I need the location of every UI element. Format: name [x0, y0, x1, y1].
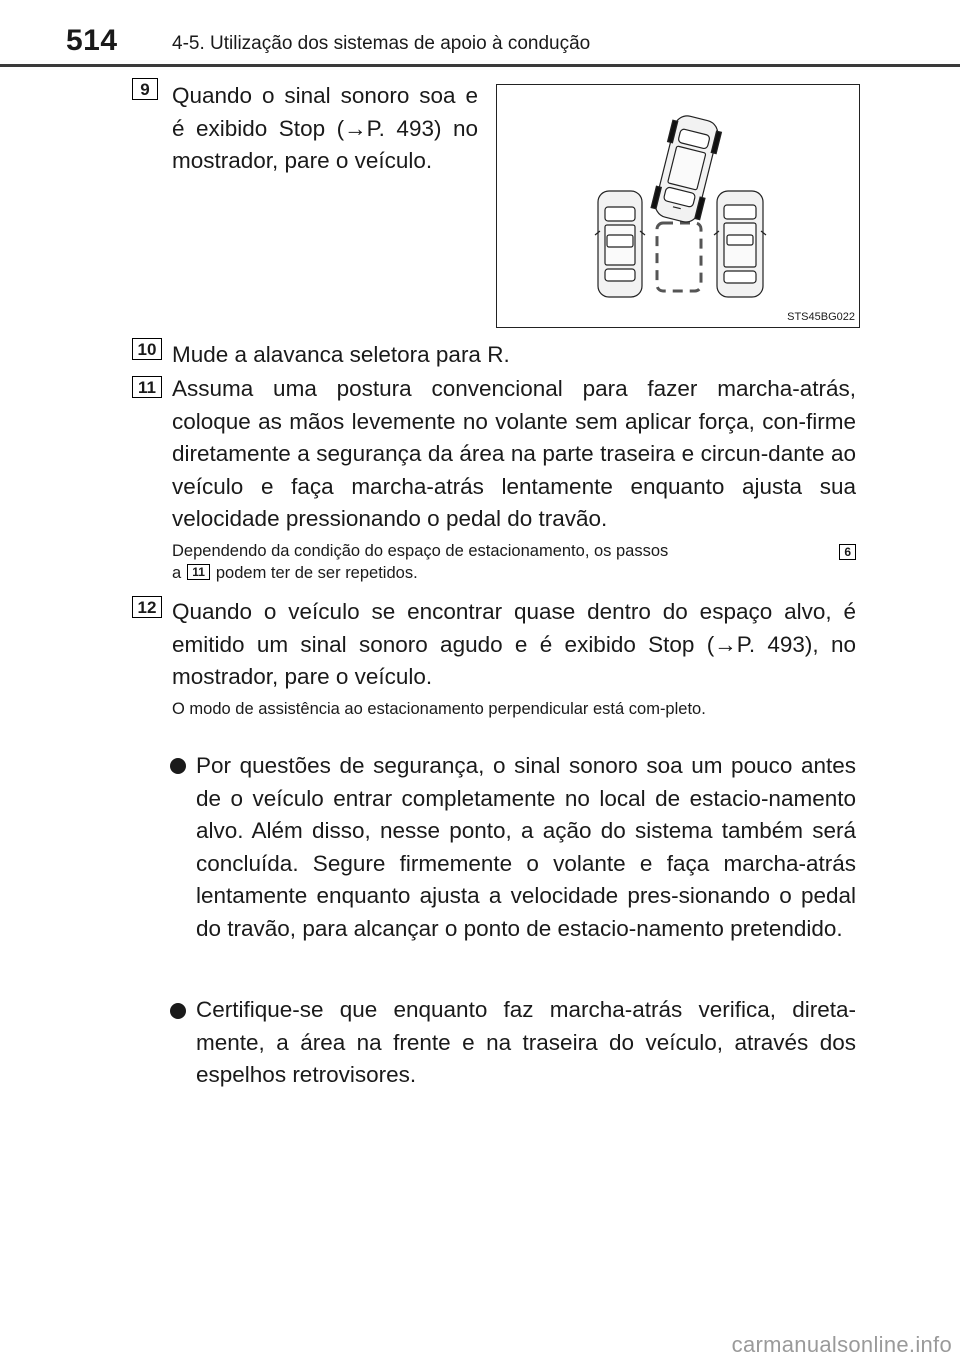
step-12-note: O modo de assistência ao estacionamento perpendicular está com-pleto.	[172, 700, 706, 718]
page-number: 514	[66, 24, 118, 57]
bullet-dot-icon	[170, 1003, 186, 1019]
bullet-safety-text: Por questões de segurança, o sinal sonoro soa um pouco antes de o veículo entrar completamente no local de estacio-namento alvo. Além disso, nesse ponto, a ação do sistema também será concluída. Segure firmemente o volante e faça marcha-atrás lentamente enquanto ajusta a velocidade pres-sionando o pedal do travão, para alcançar o ponto de estacio-namento pretendido.	[196, 753, 856, 941]
step-9-text: Quando o sinal sonoro soa e é exibido Stop (→P. 493) no mostrador, pare o veículo.	[172, 83, 478, 173]
note-text-before: Dependendo da condição do espaço de estacionamento, os passos	[172, 542, 669, 560]
parking-illustration	[496, 84, 860, 328]
bullet-mirrors-text: Certifique-se que enquanto faz marcha-atrás verifica, direta-mente, a área na frente e na traseira do veículo, através dos espelhos retrovisores.	[196, 997, 856, 1087]
note-text-after: podem ter de ser repetidos.	[215, 564, 418, 582]
step-10-text: Mude a alavanca seletora para R.	[172, 342, 510, 367]
note-text-mid: a	[172, 564, 182, 582]
step-11-badge: 11	[132, 376, 162, 398]
reversing-car	[650, 112, 724, 225]
step-12-badge: 12	[132, 596, 162, 618]
bullet-dot-icon	[170, 758, 186, 774]
figure-code: STS45BG022	[787, 311, 855, 323]
step-12-text: Quando o veículo se encontrar quase dentro do espaço alvo, é emitido um sinal sonoro agudo e é exibido Stop (→P. 493), no mostrador, pare o veículo.	[172, 599, 856, 689]
watermark: carmanualsonline.info	[731, 1332, 952, 1357]
step-11-text: Assuma uma postura convencional para fazer marcha-atrás, coloque as mãos levemente no volante sem aplicar força, con-firme diretamente a segurança da área na parte traseira e circun-dante ao veículo e faça marcha-atrás lentamente enquanto ajusta sua velocidade pressionando o pedal do travão.	[172, 376, 856, 531]
header-divider	[0, 64, 960, 67]
step-9-badge: 9	[132, 78, 158, 100]
parking-diagram-svg	[497, 85, 859, 327]
step-10-badge: 10	[132, 338, 162, 360]
step-11-note	[172, 540, 856, 584]
section-title: 4-5. Utilização dos sistemas de apoio à condução	[172, 33, 591, 54]
note-step-6-badge: 6	[839, 544, 856, 560]
note-step-11-badge: 11	[187, 564, 210, 580]
target-parking-space	[657, 223, 701, 291]
left-parked-car	[595, 191, 645, 297]
right-parked-car	[714, 191, 766, 297]
